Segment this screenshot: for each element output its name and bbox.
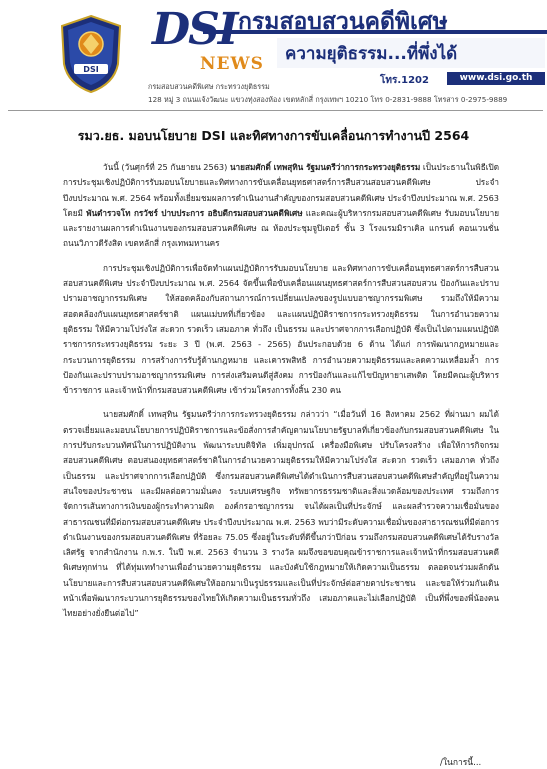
p1-date: วันนี้ (วันศุกร์ที่ 25 กันยายน 2563) xyxy=(103,162,230,172)
continuation-note: /ในการนี้... xyxy=(440,758,482,768)
address-line-2: 128 หมู่ 3 ถนนแจ้งวัฒนะ แขวงทุ่งสองห้อง เขตหลักสี่ กรุงเทพฯ 10210 โทร 0-2831-9888 โทรสาร 0-2975-9889 xyxy=(148,95,508,104)
p1-minister: นายสมศักดิ์ เทพสุทิน รัฐมนตรีว่าการกระทรวงยุติธรรม xyxy=(229,162,421,172)
paragraph-1 xyxy=(63,160,499,252)
paragraph-2: การประชุมเชิงปฏิบัติการเพื่อจัดทำแผนปฏิบัติการรับมอบนโยบาย และทิศทางการขับเคลื่อนยุทธศาสตร์การสืบสวนสอบสวนคดีพิเศษ ประจำปีงบประมาณ พ.ศ. 2564 จัดขึ้นเพื่อขับเคลื่อนแผนยุทธศาสตร์การสืบสวนสอบสวน ป้องกันและปราบปรามอาชญากรรมพิเศษ ให้สอดคล้องกับสถานการณ์การเปลี่ยนแปลงของรูปแบบอาชญากรรมพิเศษ รวมถึงให้มีความสอดคล้องกับแผนยุทธศาสตร์ชาติ แผนแม่บทที่เกี่ยวข้อง และแผนปฏิบัติราชการกระทรวงยุติธรรม ในการอำนวยความยุติธรรม ให้มีความโปร่งใส สะดวก รวดเร็ว เสมอภาค ทั่วถึง เป็นธรรม และปราศจากการเลือกปฏิบัติ ซึ่งเป็นไปตามแผนปฏิบัติราชการกระทรวงยุติธรรม ระยะ 3 ปี (พ.ศ. 2563 - 2565) อันประกอบด้วย 6 ด้าน ได้แก่ การพัฒนากฎหมายและกระบวนการยุติธรรม การสร้างการรับรู้ด้านกฎหมาย และเคารพสิทธิ การอำนวยความยุติธรรมและลดความเหลื่อมล้ำ การป้องกันและปราบปรามอาชญากรรมพิเศษ การส่งเสริมคนดีสู่สังคม การป้องกันและแก้ไขปัญหายาเสพติด โดยมีคณะผู้บริหาร ข้าราชการ และเจ้าหน้าที่กรมสอบสวนคดีพิเศษ เข้าร่วมโครงการทั้งสิ้น 230 คน xyxy=(63,262,499,396)
masthead xyxy=(0,0,547,114)
header-divider xyxy=(8,110,543,111)
p1-text-end: และคณะผู้บริหารกรมสอบสวนคดีพิเศษ รับมอบนโยบาย และรายงานผลการดำเนินงานของกรมสอบสวนคดีพิเศษ ณ ห้องประชุมจูปิเตอร์ ชั้น 3 โรงแรมมิราเคิล แกรนด์ คอนเวนชั่น ถนนวิภาวดีรังสิต เขตหลักสี่ กรุงเทพมหานคร xyxy=(63,207,499,249)
brand-big: DSI xyxy=(152,4,237,55)
logo-text: DSI xyxy=(83,65,99,74)
p1-text: เป็นประธานในพิธีเปิดการประชุมเชิงปฏิบัติการรับมอบนโยบายและทิศทางการขับเคลื่อนยุทธศาสตร์การสืบสวนสอบสวนคดีพิเศษ ประจำปีงบประมาณ พ.ศ. 2564 พร้อมทั้งเยี่ยมชมผลการดำเนินงานสำคัญของกรมสอบสวนคดีพิเศษ ประจำปีงบประมาณ พ.ศ. 2563 โดยมี xyxy=(63,162,500,218)
dsi-emblem-logo xyxy=(58,14,124,94)
article-title: รมว.ยธ. มอบนโยบาย DSI และทิศทางการขับเคลื่อนการทำงานปี 2564 xyxy=(77,128,470,143)
article-body xyxy=(63,160,499,631)
department-name: กรมสอบสวนคดีพิเศษ xyxy=(238,9,448,35)
hotline: โทร.1202 xyxy=(380,75,429,86)
p1-director: พันตำรวจโท กรวัชร์ ปาบประการ อธิบดีกรมสอบสวนคดีพิเศษ xyxy=(86,207,303,218)
paragraph-3: นายสมศักดิ์ เทพสุทิน รัฐมนตรีว่าการกระทรวงยุติธรรม กล่าวว่า “เมื่อวันที่ 16 สิงหาคม 2562 ที่ผ่านมา ผมได้ตรวจเยี่ยมและมอบนโยบายการปฏิบัติราชการและข้อสั่งการสำคัญตามนโยบายรัฐบาลที่เกี่ยวข้องกับกรมสอบสวนคดีพิเศษ ในการปรับกระบวนทัศน์ในการปฏิบัติงาน พัฒนาระบบดิจิทัล เพิ่มอุปกรณ์ เครื่องมือพิเศษ ปรับโครงสร้าง เพื่อให้การกิจกรมสอบสวนคดีพิเศษ ตอบสนองยุทธศาสตร์ชาติในการอำนวยความยุติธรรมให้มีความโปร่งใส สะดวก รวดเร็ว เสมอภาค ทั่วถึง เป็นธรรม และปราศจากการเลือกปฏิบัติ ซึ่งกรมสอบสวนคดีพิเศษได้ดำเนินการสืบสวนสอบสวนคดีพิเศษสำคัญที่อยู่ในความสนใจของประชาชน และมีผลต่อความมั่นคง ระบบเศรษฐกิจ ทรัพยากรธรรมชาติและสิ่งแวดล้อมของประเทศ รวมถึงการจัดการเส้นทางการเงินของผู้กระทำความผิด องค์กรอาชญากรรม จนได้ผลเป็นที่ประจักษ์ และผลสำรวจความเชื่อมั่นของสาธารณชนที่มีต่อกรมสอบสวนคดีพิเศษ ประจำปีงบประมาณ พ.ศ. 2563 พบว่ามีระดับความเชื่อมั่นของสาธารณชนที่มีต่อการดำเนินงานของกรมสอบสวนคดีพิเศษ ที่ร้อยละ 75.05 ซึ่งอยู่ในระดับที่ดีขึ้นกว่าปีก่อน รวมถึงกรมสอบสวนคดีพิเศษได้รับรางวัลเลิศรัฐ จากสำนักงาน ก.พ.ร. ในปี พ.ศ. 2563 จำนวน 3 รางวัล ผมจึงขอขอบคุณข้าราชการและเจ้าหน้าที่กรมสอบสวนคดีพิเศษทุกท่าน ที่ได้ทุ่มเททำงานเพื่ออำนวยความยุติธรรม และบังคับใช้กฎหมายให้เกิดความเป็นธรรม ตลอดจนร่วมผลักดันนโยบายและการสืบสวนสอบสวนคดีพิเศษให้ออกมาเป็นรูปธรรมและเป็นที่ประจักษ์ต่อสายตาประชาชน และขอให้ร่วมกันเดินหน้าเพื่อพัฒนากระบวนการยุติธรรมของไทยให้เกิดความเป็นธรรมทั่วถึง เสมอภาคและไม่เลือกปฏิบัติ เป็นที่พึ่งของพี่น้องคนไทยอย่างยั่งยืนต่อไป” xyxy=(63,409,499,619)
address-line-1: กรมสอบสวนคดีพิเศษ กระทรวงยุติธรรม xyxy=(148,82,270,91)
website-badge[interactable]: www.dsi.go.th xyxy=(447,72,545,85)
news-label: NEWS xyxy=(200,54,264,74)
slogan: ความยุติธรรม...ที่พึ่งได้ xyxy=(285,44,458,64)
